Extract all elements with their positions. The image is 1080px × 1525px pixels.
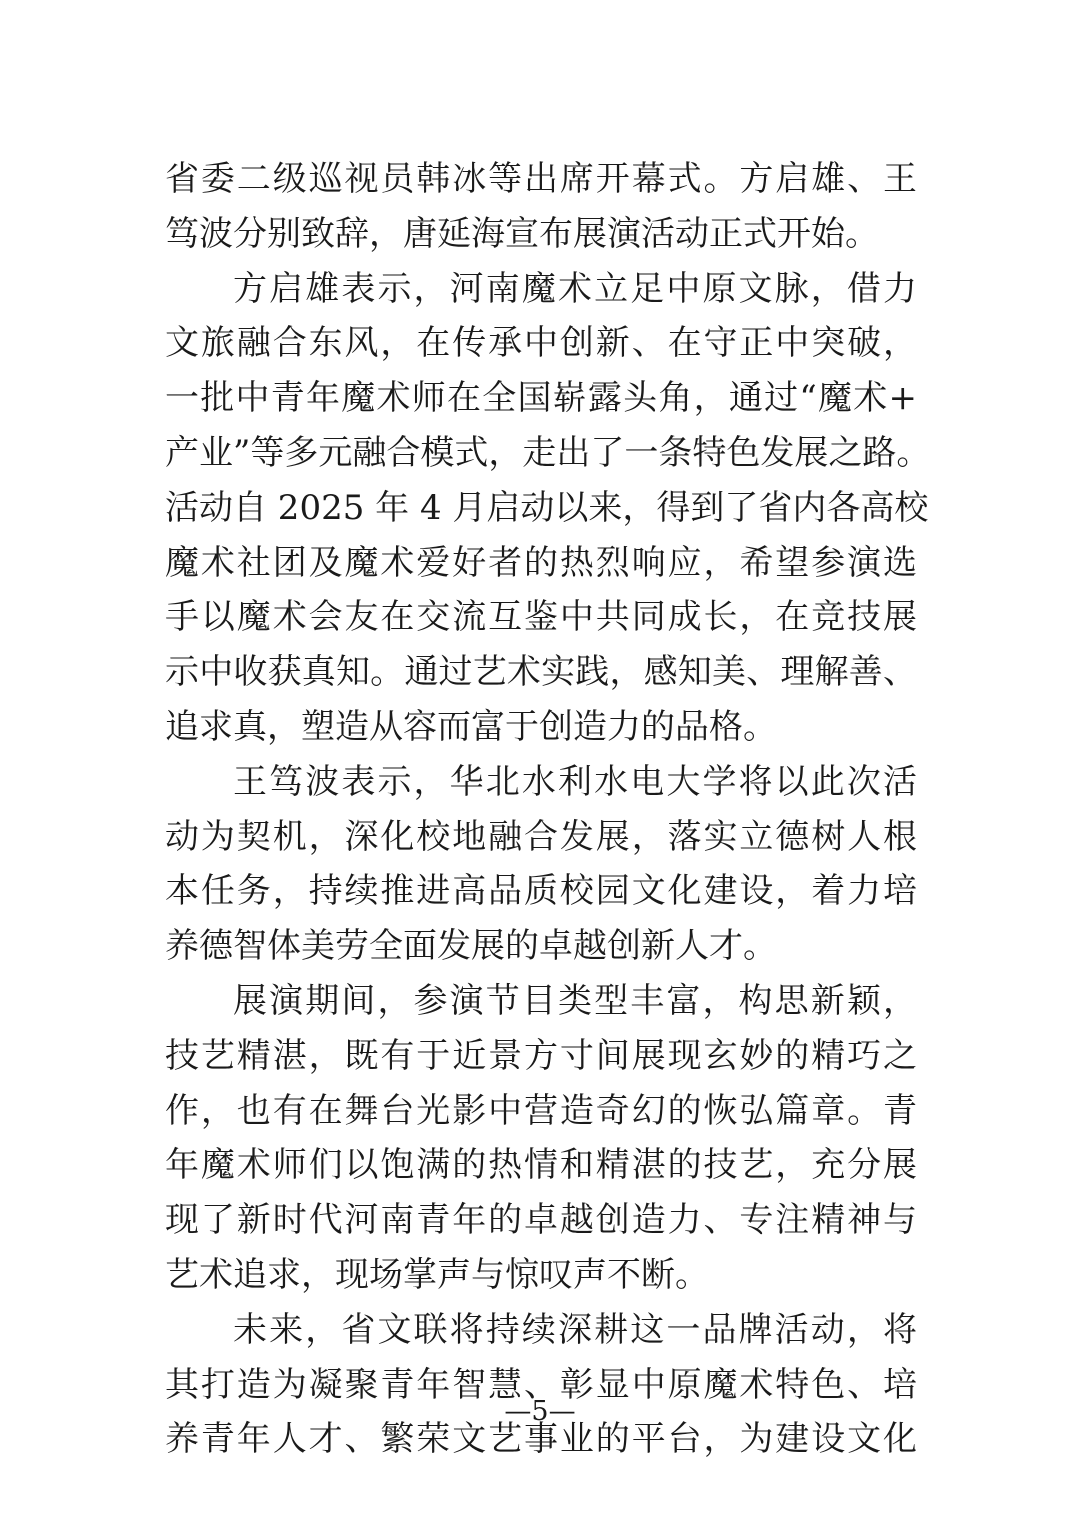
text-line: 活动自 2025 年 4 月启动以来，得到了省内各高校 <box>165 487 929 528</box>
page-number: —5— <box>504 1396 576 1427</box>
text-line: 养德智体美劳全面发展的卓越创新人才。 <box>165 926 777 967</box>
text-line: 文旅融合东风，在传承中创新、在守正中突破， <box>165 323 917 364</box>
text-line: 示中收获真知。通过艺术实践，感知美、理解善、 <box>165 652 917 693</box>
text-line: 手以魔术会友在交流互鉴中共同成长，在竞技展 <box>165 597 917 638</box>
text-line: 作，也有在舞台光影中营造奇幻的恢弘篇章。青 <box>165 1090 917 1131</box>
text-line: 产业”等多元融合模式，走出了一条特色发展之路。 <box>165 432 931 473</box>
text-line: 动为契机，深化校地融合发展，落实立德树人根 <box>165 816 917 857</box>
text-line: 展演期间，参演节目类型丰富，构思新颖， <box>233 980 917 1021</box>
text-line: 现了新时代河南青年的卓越创造力、专注精神与 <box>165 1200 917 1241</box>
text-line: 本任务，持续推进高品质校园文化建设，着力培 <box>165 871 917 912</box>
text-line: 养青年人才、繁荣文艺事业的平台，为建设文化 <box>165 1419 917 1460</box>
text-line: 一批中青年魔术师在全国崭露头角，通过“魔术+ <box>165 378 917 419</box>
text-line: 其打造为凝聚青年智慧、彰显中原魔术特色、培 <box>165 1364 917 1405</box>
text-line: 技艺精湛，既有于近景方寸间展现玄妙的精巧之 <box>165 1035 917 1076</box>
text-line: 魔术社团及魔术爱好者的热烈响应，希望参演选 <box>165 542 917 583</box>
text-line: 艺术追求，现场掌声与惊叹声不断。 <box>165 1254 709 1295</box>
document-body <box>165 152 931 1467</box>
text-line: 省委二级巡视员韩冰等出席开幕式。方启雄、王 <box>165 159 917 199</box>
text-line: 追求真，塑造从容而富于创造力的品格。 <box>165 706 777 747</box>
text-line: 笃波分别致辞，唐延海宣布展演活动正式开始。 <box>165 213 879 254</box>
text-line: 年魔术师们以饱满的热情和精湛的技艺，充分展 <box>165 1145 917 1186</box>
text-line: 方启雄表示，河南魔术立足中原文脉，借力 <box>233 268 917 309</box>
text-line: 王笃波表示，华北水利水电大学将以此次活 <box>233 761 917 802</box>
text-line: 未来，省文联将持续深耕这一品牌活动，将 <box>233 1309 917 1350</box>
